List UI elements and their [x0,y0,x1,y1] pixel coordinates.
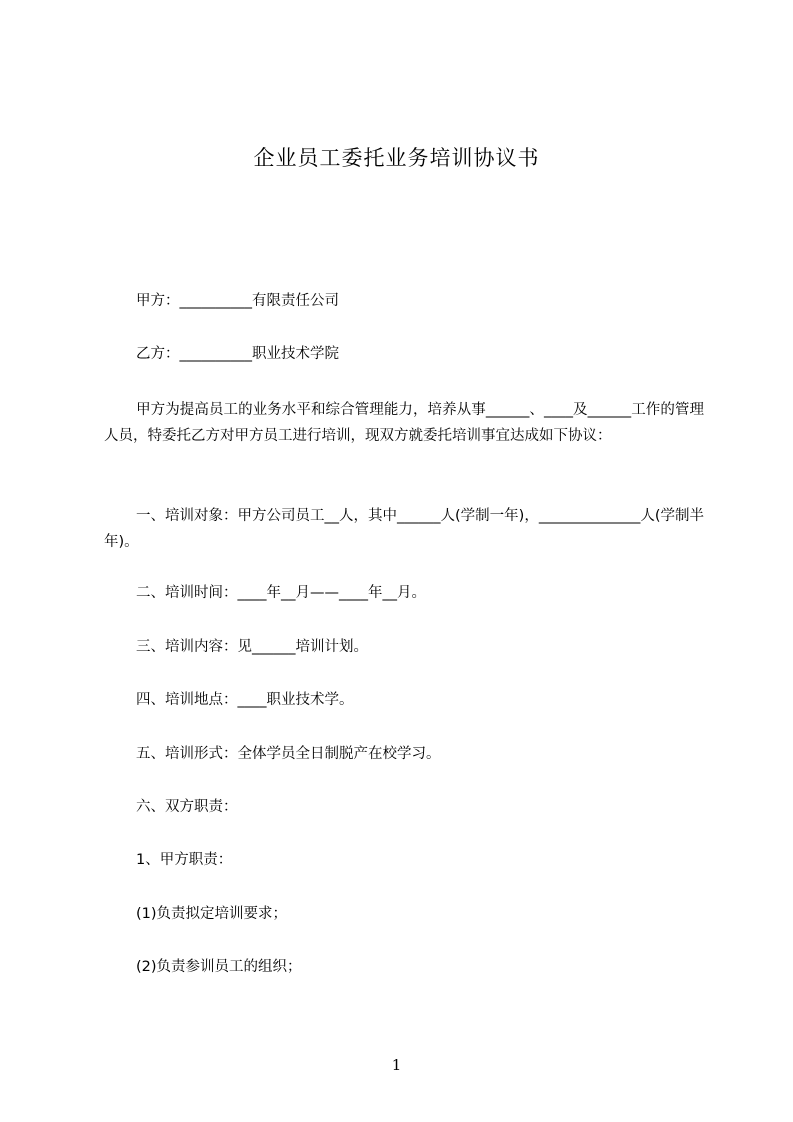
party-b-line: 乙方：__________职业技术学院 [136,346,339,362]
party-a-line: 甲方：__________有限责任公司 [136,293,339,309]
item-2-line: (2)负责参训员工的组织； [136,959,302,975]
clause-5-line: 五、培训形式：全体学员全日制脱产在校学习。 [136,746,441,762]
sub-clause-1-line: 1、甲方职责： [136,852,233,868]
preamble-paragraph [104,397,704,449]
preamble-text: 甲方为提高员工的业务水平和综合管理能力，培养从事______、____及______工作的管理人员，特委托乙方对甲方员工进行培训，现双方就委托培训事宜达成如下协议： [104,402,704,444]
clause-2-line: 二、培训时间：____年__月——____年__月。 [136,585,426,601]
clause-6-line: 六、双方职责： [136,799,238,815]
page-number: 1 [391,1056,402,1074]
item-1-line: (1)负责拟定培训要求； [136,906,288,922]
document-title: 企业员工委托业务培训协议书 [253,146,540,170]
clause-3-line: 三、培训内容：见______培训计划。 [136,639,368,655]
clause-1-paragraph [104,503,704,555]
clause-1-text: 一、培训对象：甲方公司员工__人，其中______人(学制一年)，______________人(学制半年)。 [104,508,704,550]
clause-4-line: 四、培训地点：____职业技术学。 [136,692,354,708]
